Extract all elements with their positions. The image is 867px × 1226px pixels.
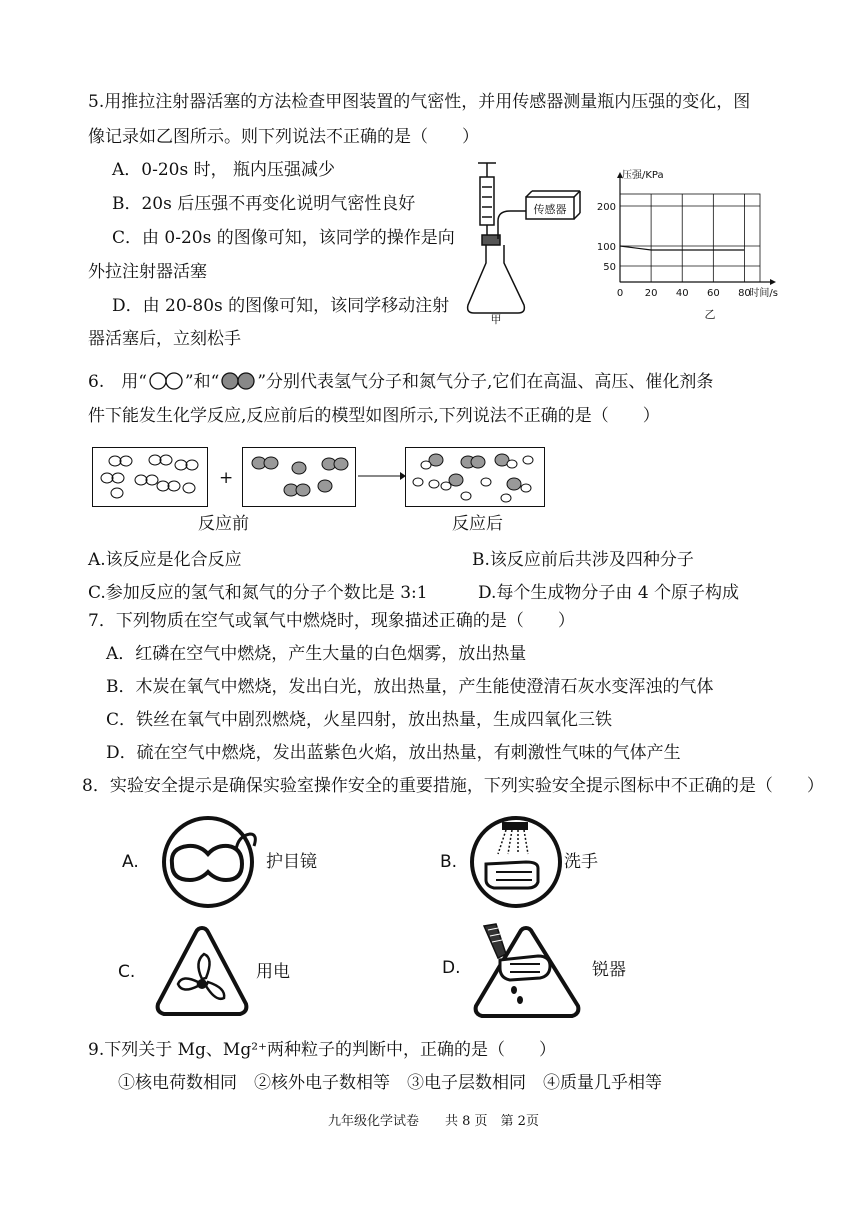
label-before-reaction: 反应前 [198,514,249,534]
q8-stem: 8．实验安全提示是确保实验室操作安全的重要措施，下列实验安全提示图标中不正确的是（ ） [82,776,824,796]
label-after-reaction: 反应后 [452,514,503,534]
q6-stem-post: ”分别代表氢气分子和氮气分子,它们在高温、高压、催化剂条 [257,372,714,392]
q8-option-a-label: 护目镜 [266,852,317,872]
chart-x-axis-label: 时间/s [749,288,778,299]
q6-option-c: C.参加反应的氢气和氮气的分子个数比是 3:1 [88,583,428,603]
reaction-box-hydrogen [92,447,208,507]
q6-stem-mid: ”和“ [184,372,220,392]
chart-x-tick-label: 80 [738,288,751,299]
chart-grid-frame [620,194,760,282]
chart-x-tick-label: 20 [644,288,658,299]
q6-stem-line2: 件下能发生化学反应,反应前后的模型如图所示,下列说法不正确的是（ ） [88,406,660,426]
nitrogen-molecule-icon [219,372,257,390]
hand-washing-icon [466,812,566,912]
q6-option-d: D.每个生成物分子由 4 个原子构成 [478,583,740,603]
q6-option-a: A.该反应是化合反应 [88,550,242,570]
q7-option-d: D．硫在空气中燃烧，发出蓝紫色火焰，放出热量，有刺激性气味的气体产生 [106,743,681,763]
q7-option-c: C．铁丝在氧气中剧烈燃烧，火星四射，放出热量，生成四氧化三铁 [106,710,613,730]
sharp-object-icon [470,920,586,1022]
q8-option-c-letter: C. [118,962,136,982]
figure-jia-label: 甲 [490,313,502,326]
chart-x-tick-label: 40 [675,288,689,299]
hydrogen-molecules [93,448,207,506]
q8-option-c-label: 用电 [256,962,290,982]
q7-stem: 7．下列物质在空气或氧气中燃烧时，现象描述正确的是（ ） [88,611,575,631]
pressure-chart [596,162,800,327]
q6-option-b: B.该反应前后共涉及四种分子 [472,550,694,570]
goggles-icon [158,812,258,912]
sensor-label: 传感器 [533,203,567,216]
q8-option-a-letter: A. [122,852,139,872]
q8-option-b-label: 洗手 [564,852,598,872]
chart-y-axis-label: 压强/KPa [622,170,664,181]
q8-option-d-label: 锐器 [592,960,626,980]
q5-option-b: B．20s 后压强不再变化说明气密性良好 [112,194,416,214]
reaction-box-nitrogen [242,447,356,507]
plus-sign: + [219,468,234,488]
q8-option-b-letter: B. [440,852,458,872]
q5-option-c-line1: C．由 0-20s 的图像可知，该同学的操作是向 [112,228,455,248]
q5-option-d-line1: D．由 20-80s 的图像可知，该同学移动注射 [112,296,450,316]
chart-y-tick-label: 100 [596,242,616,253]
figure-yi-label: 乙 [704,308,716,321]
q7-option-b: B．木炭在氧气中燃烧，发出白光，放出热量，产生能使澄清石灰水变浑浊的气体 [106,677,714,697]
q6-stem-line1 [88,372,713,392]
chart-x-tick-label: 60 [706,288,720,299]
q7-option-a: A．红磷在空气中燃烧，产生大量的白色烟雾，放出热量 [106,644,527,664]
reaction-arrow [356,470,406,482]
chart-x-axis-arrow [770,279,776,285]
hydrogen-molecule-icon [147,372,185,390]
product-molecules [406,448,544,506]
reaction-box-after [405,447,545,507]
q9-options: ①核电荷数相同 ②核外电子数相等 ③电子层数相同 ④质量几乎相等 [118,1073,662,1093]
q5-stem-line1: 5.用推拉注射器活塞的方法检查甲图装置的气密性，并用传感器测量瓶内压强的变化，图 [88,92,751,112]
chart-y-tick-label: 200 [596,202,616,213]
chart-x-tick-label: 0 [616,288,624,299]
q5-stem-line2: 像记录如乙图所示。则下列说法不正确的是（ ） [88,127,479,147]
apparatus-figure [460,155,600,325]
nitrogen-molecules [243,448,355,506]
q6-stem-pre: 6. 用“ [88,372,147,392]
q8-option-d-letter: D. [442,958,461,978]
q5-option-c-line2: 外拉注射器活塞 [88,262,207,282]
page-footer: 九年级化学试卷 共 8 页 第 2页 [328,1114,539,1129]
electricity-fan-icon [152,922,252,1020]
q5-option-d-line2: 器活塞后，立刻松手 [88,329,241,349]
q9-stem: 9.下列关于 Mg、Mg²⁺两种粒子的判断中，正确的是（ ） [88,1040,556,1060]
q5-option-a: A．0-20s 时， 瓶内压强减少 [112,160,336,180]
chart-y-tick-label: 50 [603,262,616,273]
